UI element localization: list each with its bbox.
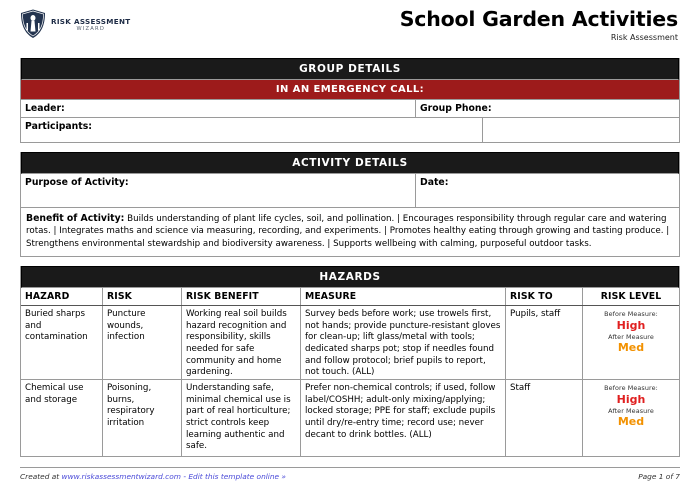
group-phone-field[interactable] — [416, 100, 679, 117]
column-header-measure: MEASURE — [301, 288, 506, 305]
purpose-row — [21, 174, 679, 208]
footer-credit — [20, 472, 286, 481]
purpose-field[interactable] — [21, 174, 416, 207]
status-badge-after: Med — [617, 415, 645, 429]
cell-risk-to: Pupils, staff — [506, 306, 583, 379]
benefit-label: Benefit of Activity: — [26, 213, 125, 224]
participants-extra-cell[interactable] — [483, 118, 679, 142]
participants-label: Participants: — [25, 121, 92, 132]
before-measure-label: Before Measure: — [604, 310, 658, 319]
benefit-field — [21, 208, 679, 256]
activity-details-band: ACTIVITY DETAILS — [21, 152, 679, 174]
cell-hazard: Buried sharps and contamination — [21, 306, 103, 379]
cell-risk-level — [583, 380, 679, 456]
cell-risk-benefit: Working real soil builds hazard recognition and responsibility, skills needed for safe community and home gardening. — [182, 306, 301, 379]
brand-name: RISK ASSESSMENT — [51, 17, 131, 27]
leader-row — [21, 100, 679, 118]
table-row — [21, 380, 679, 456]
cell-risk: Poisoning, burns, respiratory irritation — [103, 380, 182, 456]
footer-edit-link[interactable]: - Edit this template online » — [180, 472, 286, 481]
hazards-band: HAZARDS — [21, 266, 679, 288]
status-badge-before: High — [616, 392, 646, 406]
group-details-band: GROUP DETAILS — [21, 58, 679, 80]
status-badge-after: Med — [617, 341, 645, 355]
column-header-risk-level: RISK LEVEL — [600, 291, 662, 303]
emergency-call-band: IN AN EMERGENCY CALL: — [21, 80, 679, 100]
page-number: Page 1 of 7 — [638, 472, 680, 481]
cell-risk-level — [583, 306, 679, 379]
status-badge-before: High — [616, 318, 646, 332]
cell-risk: Puncture wounds, infection — [103, 306, 182, 379]
shield-icon — [20, 9, 46, 39]
cell-measure: Prefer non-chemical controls; if used, follow label/COSHH; adult-only mixing/applying; locked storage; PPE for staff; exclude pupils until dry/re-entry time; record use; never decant to drink bottles. (ALL) — [301, 380, 506, 456]
after-measure-label: After Measure — [608, 332, 654, 341]
brand-sub: WIZARD — [76, 25, 106, 32]
cell-measure: Survey beds before work; use trowels first, not hands; provide puncture-resistant gloves for clean-up; lift glass/metal with tools; dedicated sharps pot; stop if needles found and follow protocol; brief pupils to report, not touch. (ALL) — [301, 306, 506, 379]
activity-details-section — [20, 152, 680, 257]
footer-site-link[interactable]: www.riskassessmentwizard.com — [61, 472, 181, 481]
hazards-table-header — [21, 288, 679, 306]
before-measure-label: Before Measure: — [604, 384, 658, 393]
brand-text — [51, 16, 130, 31]
benefit-text: Builds understanding of plant life cycles, soil, and pollination. | Encourages responsibility through regular care and watering rotas. | Integrates maths and science via measuring, recording, and experiments. | Promotes healthy eating through growing and tasting produce. | Strengthens environmental stewardship and biodiversity awareness. | Supports wellbeing with calming, purposeful outdoor tasks. — [26, 214, 670, 249]
brand-logo — [20, 9, 130, 39]
participants-field[interactable] — [21, 118, 483, 142]
page-footer — [20, 467, 680, 481]
group-phone-label: Group Phone: — [420, 103, 492, 114]
date-field[interactable] — [416, 174, 679, 207]
cell-risk-benefit: Understanding safe, minimal chemical use is part of real horticulture; strict controls keep learning authentic and safe. — [182, 380, 301, 456]
leader-label: Leader: — [25, 103, 65, 114]
footer-created-prefix: Created at — [20, 472, 62, 481]
column-header-risk: RISK — [103, 288, 182, 305]
date-label: Date: — [420, 177, 449, 188]
column-header-risk-benefit: RISK BENEFIT — [182, 288, 301, 305]
page-title: School Garden Activities — [399, 7, 678, 31]
hazards-section — [20, 266, 680, 457]
column-header-risk-to: RISK TO — [506, 288, 583, 305]
page-header — [20, 0, 680, 49]
group-details-section — [20, 58, 680, 143]
cell-risk-to: Staff — [506, 380, 583, 456]
leader-field[interactable] — [21, 100, 416, 117]
cell-hazard: Chemical use and storage — [21, 380, 103, 456]
column-header-hazard: HAZARD — [21, 288, 103, 305]
benefit-row — [21, 208, 679, 256]
purpose-label: Purpose of Activity: — [25, 177, 129, 188]
table-row — [21, 306, 679, 380]
participants-row — [21, 118, 679, 142]
page-subtitle: Risk Assessment — [610, 32, 678, 42]
title-block — [400, 9, 680, 42]
after-measure-label: After Measure — [608, 406, 654, 415]
